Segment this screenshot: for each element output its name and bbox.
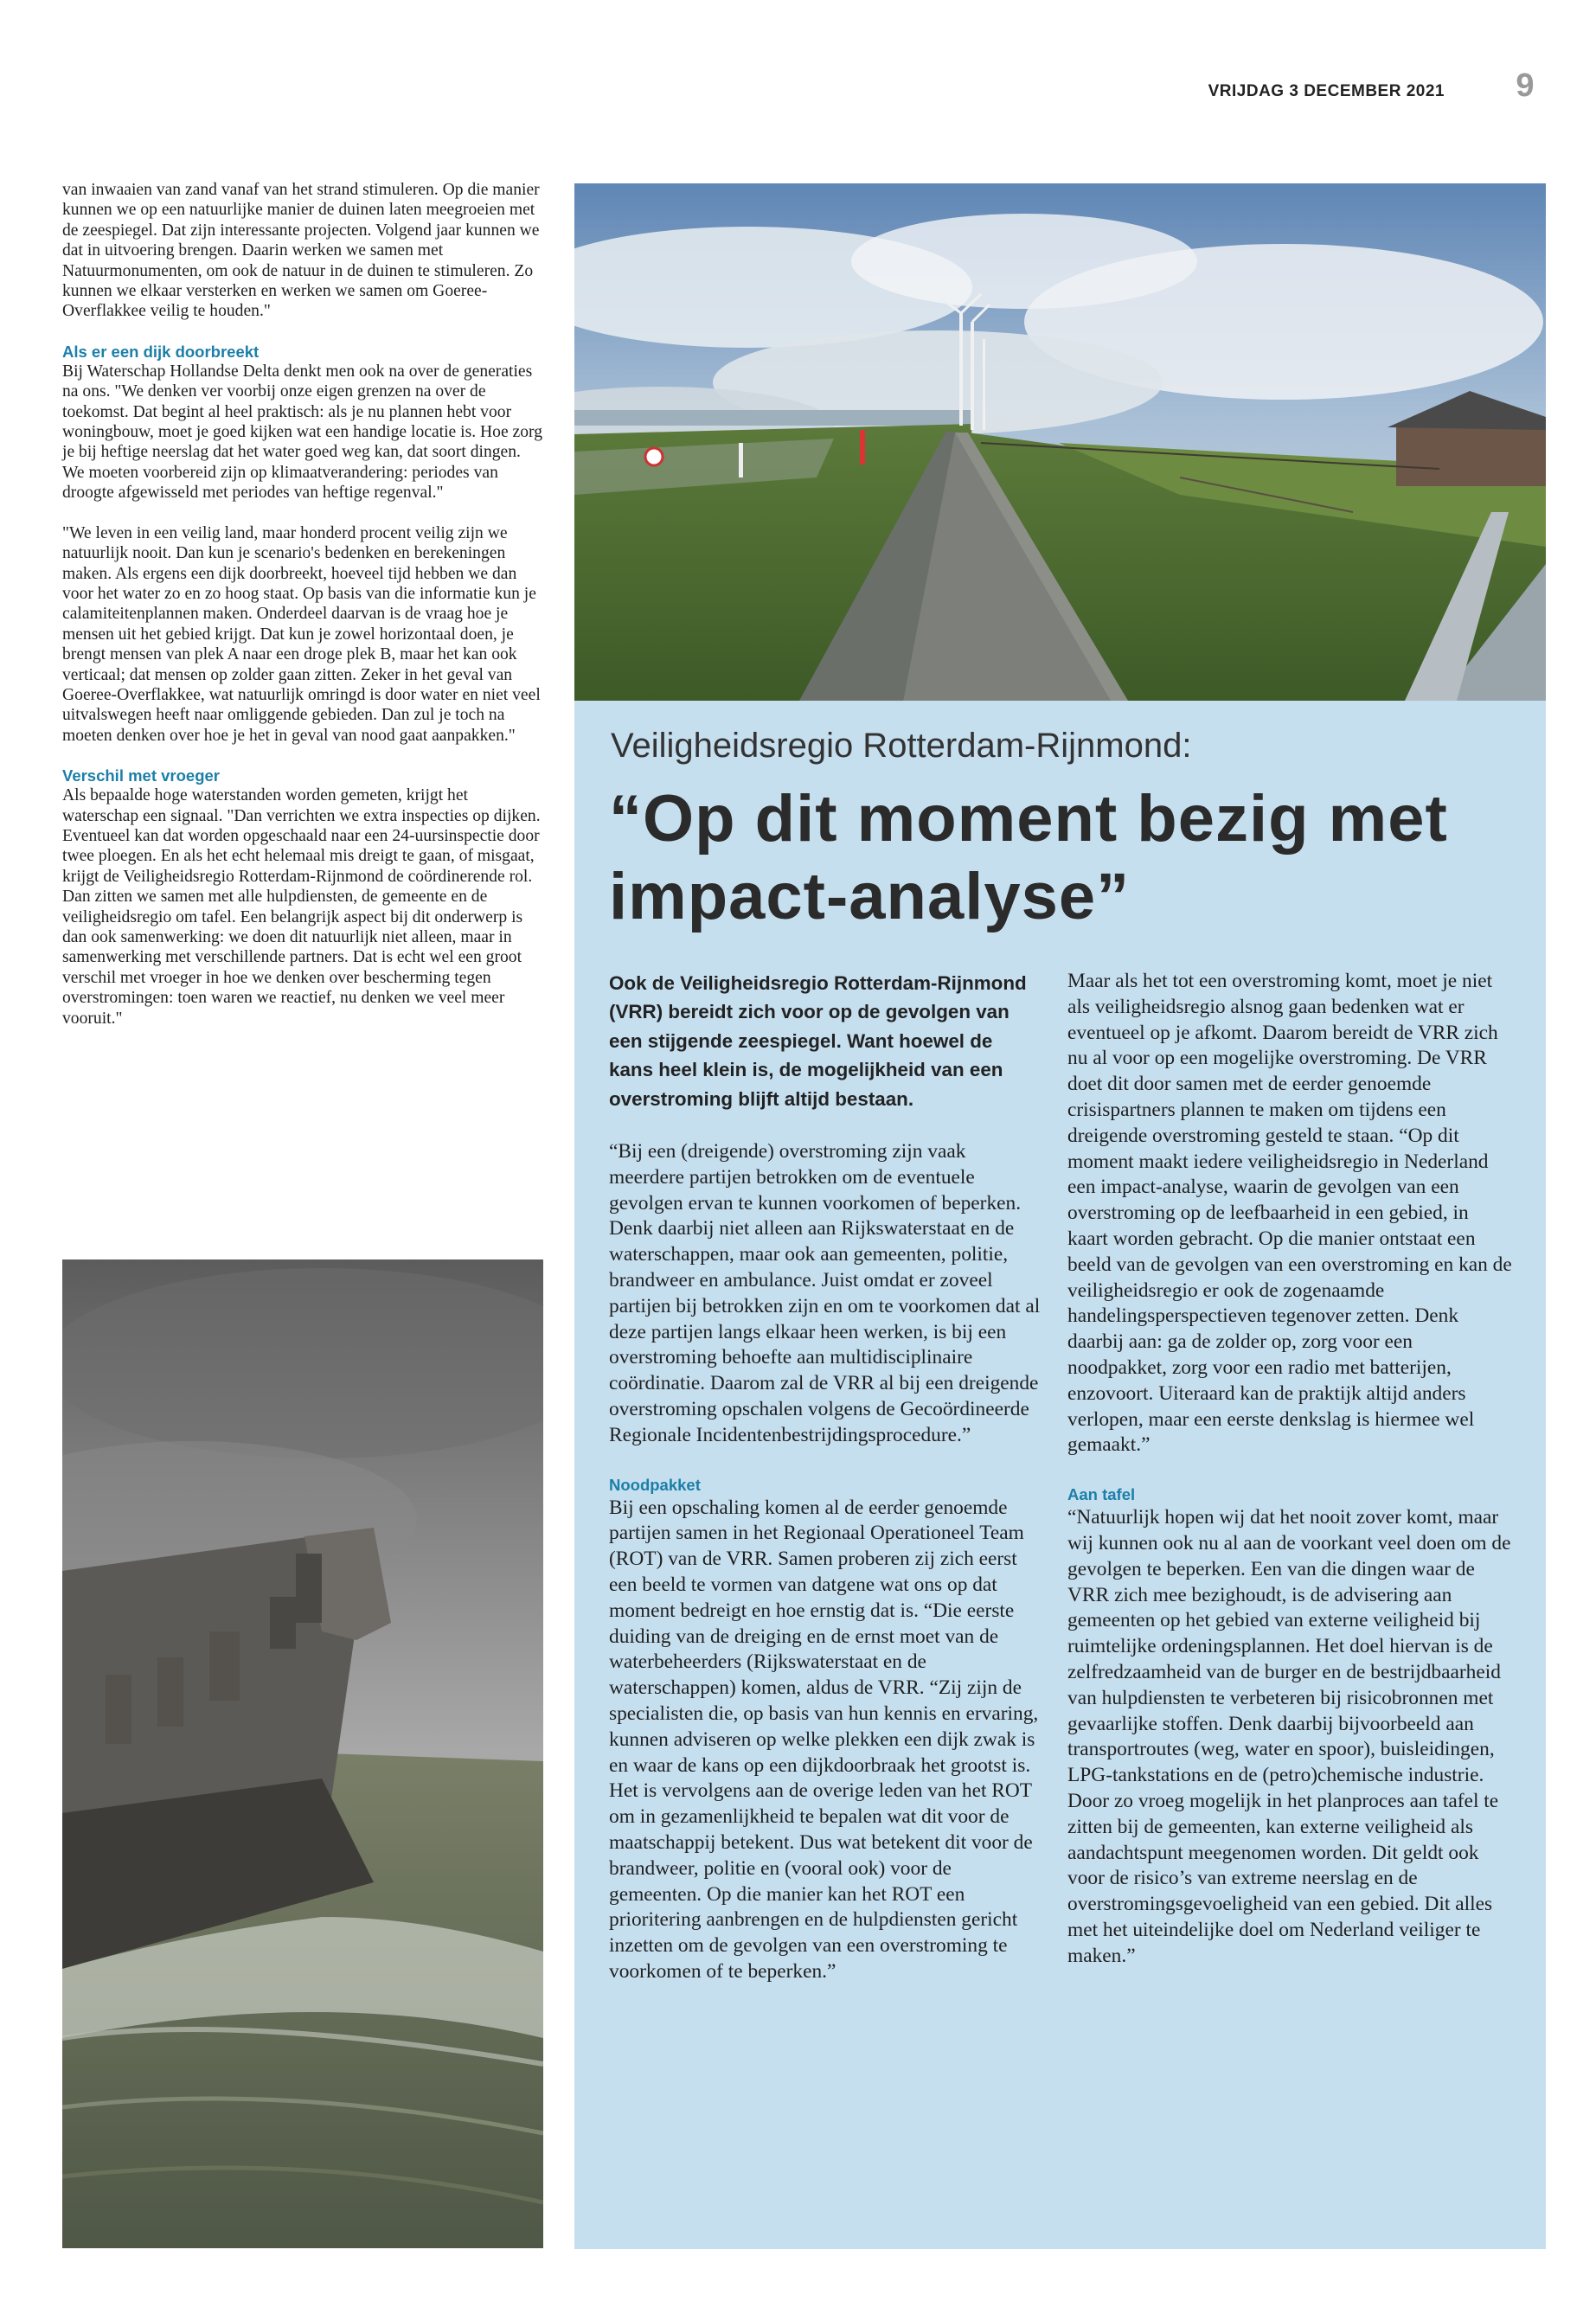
storm-barrier-photo <box>62 1259 543 2248</box>
article-column-1 <box>609 969 1042 2011</box>
subhead-dijk-doorbreekt: Als er een dijk doorbreekt <box>62 342 260 361</box>
header-date: VRIJDAG 3 DECEMBER 2021 <box>1208 82 1445 100</box>
dike-road-image <box>574 183 1546 701</box>
vrr-article-box <box>574 701 1546 2249</box>
article-kicker: Veiligheidsregio Rotterdam-Rijnmond: <box>611 727 1192 765</box>
article-paragraph: Maar als het tot een overstroming komt, moet je niet als veiligheidsregio alsnog gaan bedenken wat er eventueel op je afkomt. Daarom bereidt de VRR zich nu al voor op een mogelijke overstroming. De VRR doet dit door samen met de eerder genoemde crisispartners plannen te maken om tijdens een dreigende overstroming gesteld te staan. “Op dit moment maakt iedere veiligheidsregio in Nederland een impact-analyse, waarin de gevolgen van een overstroming op de leefbaarheid in een gebied, in kaart worden gebracht. Op die manier ontstaat een beeld van de gevolgen van een overstroming en kan de veiligheidsregio er ook de zogenaamde handelingsperspectieven tegenover zetten. Denk daarbij aan: ga de zolder op, zorg voor een noodpakket, zorg voor een radio met batterijen, enzovoort. Uiteraard kan de praktijk altijd anders verlopen, maar een eerste denkslag is hiermee wel gemaakt.” <box>1067 970 1512 1457</box>
dike-road-photo <box>574 183 1546 701</box>
page-number: 9 <box>1516 67 1535 104</box>
article-paragraph: “Natuurlijk hopen wij dat het nooit zover komt, maar wij kunnen ook nu al aan de voorkant veel doen om de gevolgen te beperken. Een van die dingen waar de VRR zich mee bezighoudt, is de advisering aan gemeenten op het gebied van externe veiligheid bij ruimtelijke ordeningsplannen. Het doel hiervan is de zelfredzaamheid van de burger en de bestrijdbaarheid van hulpdiensten te verbeteren bij risicobronnen met gevaarlijke stoffen. Denk daarbij bijvoorbeeld aan transportroutes (weg, water en spoor), buisleidingen, LPG-tankstations en de (petro)chemische industrie. Door zo vroeg mogelijk in het planproces aan tafel te zitten bij de gemeenten, kan externe veiligheid als aandachtspunt meegenomen worden. Dit geldt ook voor de risico’s van extreme neerslag en de overstromingsgevoeligheid van een gebied. Dit alles met het uiteindelijke doel om Nederland veiliger te maken.” <box>1067 1506 1511 1967</box>
article-paragraph: Bij een opschaling komen al de eerder genoemde partijen samen in het Regionaal Operationeel Team (ROT) van de VRR. Samen proberen zij zich eerst een beeld te vormen van datgene wat ons op dat moment bedreigt en hoe ernstig dat is. “Die eerste duiding van de dreiging en de ernst moet van de waterbeheerders (Rijkswaterstaat en de waterschappen) komen, aldus de VRR. “Zij zijn de specialisten die, op basis van hun kennis en ervaring, kunnen adviseren op welke plekken een dijk zwak is en waar de kans op een dijkdoorbraak het grootst is. Het is vervolgens aan de overige leden van het ROT om in gezamenlijkheid te bepalen wat dit voor de maatschappij betekent. Dus wat betekent dit voor de brandweer, politie en (vooral ook) voor de gemeenten. Op die manier kan het ROT een prioritering aanbrengen en de hulpdiensten gericht inzetten om de gevolgen van een overstroming te voorkomen of te beperken.” <box>609 1496 1039 1983</box>
subhead-noodpakket: Noodpakket <box>609 1475 701 1494</box>
subhead-verschil-vroeger: Verschil met vroeger <box>62 766 221 785</box>
article-intro: Ook de Veiligheidsregio Rotterdam-Rijnmond (VRR) bereidt zich voor op de gevolgen van een stijgende zeespiegel. Want hoewel de kans heel klein is, de mogelijkheid van een overstroming blijft altijd bestaan. <box>609 972 1027 1110</box>
left-column <box>62 180 543 1048</box>
article-section <box>1067 1484 1513 1969</box>
left-paragraph: "We leven in een veilig land, maar honderd procent veilig zijn we natuurlijk nooit. Dan kun je scenario's bedenken en berekeningen maken. Als ergens een dijk doorbreekt, hoeveel tijd hebben we dan voor het water zo en zo hoog staat. Op basis van die informatie kun je calamiteitenplannen maken. Onderdeel daarvan is de vraag hoe je mensen uit het gebied krijgt. Dat kun je zowel horizontaal doen, je brengt mensen van plek A naar een droge plek B, maar het kan ook verticaal; dat mensen op zolder gaan zitten. Zeker in het geval van Goeree-Overflakkee, wat natuurlijk omringd is door water en niet veel uitvalswegen heeft naar omliggende gebieden. Dan zul je toch na moeten denken over hoe je het in geval van nood gaat aanpakken." <box>62 523 541 745</box>
left-paragraph: Bij Waterschap Hollandse Delta denkt men ook na over de generaties na ons. "We denken ver voorbij onze eigen grenzen na over de toekomst. Dat begint al heel praktisch: als je nu plannen hebt voor woningbouw, moet je goed kijken wat een handige locatie is. Hoe zorg je bij heftige neerslag dat het water goed weg kan, dat soort dingen. We moeten voorbereid zijn op klimaatverandering: periodes van droogte afgewisseld met periodes van heftige regenval." <box>62 362 543 503</box>
article-headline: “Op dit moment bezig met impact-analyse” <box>609 782 1448 933</box>
storm-barrier-image <box>62 1259 543 2248</box>
left-section <box>62 342 543 503</box>
left-paragraph: van inwaaien van zand vanaf van het strand stimuleren. Op die manier kunnen we op een natuurlijke manier de duinen laten meegroeien met de zeespiegel. Dat zijn interessante projecten. Volgend jaar kunnen we dat in uitvoering brengen. Daarin werken we samen met Natuurmonumenten, om ook de natuur in de duinen te stimuleren. Zo kunnen we elkaar versterken en werken we samen om Goeree-Overflakkee veilig te houden." <box>62 181 540 321</box>
article-paragraph: “Bij een (dreigende) overstroming zijn vaak meerdere partijen betrokken om de eventuele gevolgen ervan te kunnen voorkomen of beperken. Denk daarbij niet alleen aan Rijkswaterstaat en de waterschappen, maar ook aan gemeenten, politie, brandweer en ambulance. Juist omdat er zoveel partijen bij betrokken zijn en om te voorkomen dat al deze partijen langs elkaar heen werken, is bij een overstroming behoefte aan multidisciplinaire coördinatie. Daarom zal de VRR al bij een dreigende overstroming opschalen volgens de Gecoördineerde Regionale Incidentenbestrijdingsprocedure.” <box>609 1140 1041 1446</box>
left-paragraph: Als bepaalde hoge waterstanden worden gemeten, krijgt het waterschap een signaal. "Dan verrichten we extra inspecties op dijken. Eventueel kan dat worden opgeschaald naar een 24-uursinspectie door twee ploegen. En als het echt helemaal mis dreigt te gaan, of misgaat, krijgt de Veiligheidsregio Rotterdam-Rijnmond de coördinerende rol. Dan zitten we samen met alle hulpdiensten, de gemeente en de veiligheidsregio om tafel. Een belangrijk aspect bij dit onderwerp is dan ook samenwerking: we doen dit natuurlijk niet alleen, maar in samenwerking met verschillende partners. Dat is echt wel een groot verschil met vroeger in hoe we denken over bescherming tegen overstromingen: toen waren we reactief, nu denken we veel meer vooruit." <box>62 786 541 1028</box>
subhead-aan-tafel: Aan tafel <box>1067 1485 1136 1504</box>
article-section <box>609 1475 1042 1985</box>
left-section <box>62 766 543 1029</box>
article-column-2 <box>1067 969 1513 1995</box>
